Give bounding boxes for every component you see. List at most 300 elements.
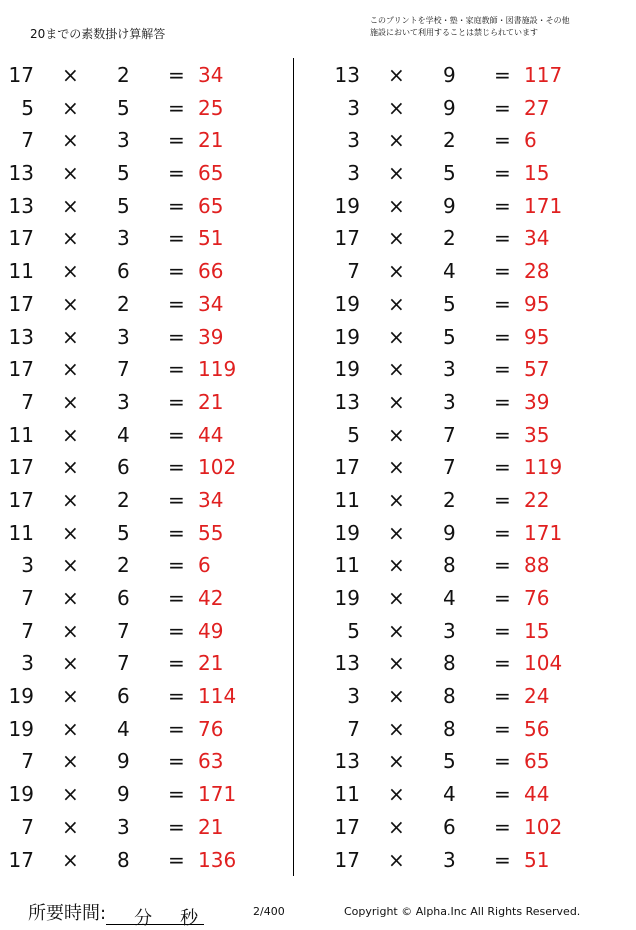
multiplier: 9 <box>117 782 130 807</box>
multiplier: 9 <box>443 63 456 87</box>
times-sign: × <box>62 520 79 545</box>
equals-sign: = <box>168 814 185 839</box>
times-sign: × <box>388 814 405 839</box>
equals-sign: = <box>168 63 185 87</box>
multiplicand: 17 <box>8 357 34 382</box>
problem-row <box>0 712 300 745</box>
multiplicand: 5 <box>347 618 360 643</box>
multiplier: 3 <box>117 324 130 349</box>
answer: 21 <box>198 389 224 414</box>
times-sign: × <box>62 618 79 643</box>
problem-row <box>326 712 626 745</box>
answer: 114 <box>198 684 237 709</box>
multiplicand: 13 <box>8 161 34 186</box>
times-sign: × <box>388 357 405 382</box>
times-sign: × <box>62 455 79 480</box>
problem-row <box>0 156 300 189</box>
multiplier: 5 <box>117 95 130 120</box>
times-sign: × <box>62 651 79 676</box>
problem-row <box>326 418 626 451</box>
times-sign: × <box>62 324 79 349</box>
answer: 21 <box>198 128 224 153</box>
problem-row <box>326 516 626 549</box>
answer: 6 <box>198 553 211 578</box>
multiplicand: 13 <box>8 193 34 218</box>
multiplier: 7 <box>117 651 130 676</box>
answer: 42 <box>198 586 224 610</box>
multiplier: 8 <box>443 684 456 709</box>
multiplier: 3 <box>443 389 456 414</box>
problem-row <box>326 287 626 320</box>
problem-row <box>0 548 300 581</box>
times-sign: × <box>388 389 405 414</box>
problem-row <box>0 450 300 483</box>
problem-row <box>326 254 626 287</box>
times-sign: × <box>388 259 405 284</box>
times-sign: × <box>388 422 405 447</box>
problem-row <box>326 320 626 353</box>
answer: 27 <box>524 95 550 120</box>
problem-row <box>0 58 300 91</box>
problem-row <box>0 254 300 287</box>
equals-sign: = <box>494 847 511 872</box>
multiplicand: 19 <box>334 586 360 610</box>
time-blank <box>106 904 204 929</box>
equals-sign: = <box>494 422 511 447</box>
equals-sign: = <box>168 684 185 709</box>
usage-notice-line1: このプリントを学校・塾・家庭教師・図書施設・その他 <box>370 16 570 25</box>
answer: 95 <box>524 291 550 316</box>
answer: 88 <box>524 553 550 578</box>
equals-sign: = <box>494 259 511 284</box>
equals-sign: = <box>168 782 185 807</box>
answer: 119 <box>524 455 563 480</box>
multiplicand: 17 <box>334 814 360 839</box>
problem-row <box>0 483 300 516</box>
times-sign: × <box>62 749 79 774</box>
problem-row <box>326 614 626 647</box>
equals-sign: = <box>168 193 185 218</box>
multiplicand: 7 <box>21 749 34 774</box>
equals-sign: = <box>168 455 185 480</box>
answer: 66 <box>198 259 224 284</box>
multiplicand: 19 <box>334 193 360 218</box>
multiplicand: 17 <box>8 847 34 872</box>
multiplicand: 11 <box>334 553 360 578</box>
multiplier: 4 <box>117 422 130 447</box>
multiplier: 5 <box>443 161 456 186</box>
answer: 171 <box>524 520 563 545</box>
equals-sign: = <box>168 520 185 545</box>
times-sign: × <box>62 814 79 839</box>
problem-row <box>326 91 626 124</box>
answer: 65 <box>198 161 224 186</box>
times-sign: × <box>388 847 405 872</box>
multiplicand: 3 <box>21 553 34 578</box>
answer: 104 <box>524 651 563 676</box>
answer: 21 <box>198 651 224 676</box>
multiplicand: 7 <box>21 814 34 839</box>
times-sign: × <box>62 716 79 741</box>
equals-sign: = <box>494 487 511 512</box>
equals-sign: = <box>168 586 185 610</box>
multiplicand: 7 <box>21 128 34 153</box>
multiplicand: 7 <box>347 716 360 741</box>
multiplier: 2 <box>443 226 456 251</box>
answer: 22 <box>524 487 550 512</box>
multiplier: 8 <box>443 651 456 676</box>
problem-row <box>0 352 300 385</box>
multiplier: 3 <box>443 357 456 382</box>
equals-sign: = <box>494 520 511 545</box>
equals-sign: = <box>494 684 511 709</box>
multiplier: 2 <box>443 128 456 153</box>
answer: 34 <box>198 63 224 87</box>
answer: 136 <box>198 847 237 872</box>
times-sign: × <box>388 520 405 545</box>
answer: 65 <box>198 193 224 218</box>
equals-sign: = <box>168 226 185 251</box>
times-sign: × <box>62 128 79 153</box>
multiplier: 8 <box>117 847 130 872</box>
times-sign: × <box>388 226 405 251</box>
times-sign: × <box>62 357 79 382</box>
problem-row <box>326 450 626 483</box>
problem-row <box>326 679 626 712</box>
equals-sign: = <box>168 357 185 382</box>
times-sign: × <box>388 161 405 186</box>
multiplier: 6 <box>117 455 130 480</box>
multiplier: 5 <box>117 161 130 186</box>
times-sign: × <box>388 749 405 774</box>
answer: 76 <box>198 716 224 741</box>
times-sign: × <box>62 782 79 807</box>
equals-sign: = <box>168 847 185 872</box>
times-sign: × <box>388 651 405 676</box>
time-required <box>28 899 204 929</box>
problem-row <box>326 483 626 516</box>
times-sign: × <box>62 586 79 610</box>
answer: 28 <box>524 259 550 284</box>
multiplicand: 17 <box>8 455 34 480</box>
equals-sign: = <box>494 161 511 186</box>
multiplicand: 7 <box>21 389 34 414</box>
problem-row <box>326 385 626 418</box>
equals-sign: = <box>494 651 511 676</box>
times-sign: × <box>62 161 79 186</box>
page-number: 2/400 <box>253 905 285 918</box>
answer: 49 <box>198 618 224 643</box>
answer: 65 <box>524 749 550 774</box>
answer: 102 <box>198 455 237 480</box>
answer: 57 <box>524 357 550 382</box>
multiplicand: 17 <box>334 847 360 872</box>
multiplier: 9 <box>443 520 456 545</box>
equals-sign: = <box>494 782 511 807</box>
multiplicand: 17 <box>8 63 34 87</box>
multiplicand: 5 <box>347 422 360 447</box>
multiplicand: 19 <box>334 520 360 545</box>
equals-sign: = <box>494 357 511 382</box>
multiplicand: 7 <box>21 618 34 643</box>
problem-row <box>0 777 300 810</box>
equals-sign: = <box>168 716 185 741</box>
multiplier: 9 <box>443 95 456 120</box>
multiplicand: 17 <box>334 226 360 251</box>
problem-row <box>326 123 626 156</box>
problem-row <box>0 646 300 679</box>
equals-sign: = <box>168 618 185 643</box>
equals-sign: = <box>168 749 185 774</box>
answer: 119 <box>198 357 237 382</box>
times-sign: × <box>62 487 79 512</box>
equals-sign: = <box>494 324 511 349</box>
multiplicand: 11 <box>8 259 34 284</box>
answer: 44 <box>198 422 224 447</box>
equals-sign: = <box>494 749 511 774</box>
answer: 34 <box>198 487 224 512</box>
problem-row <box>326 777 626 810</box>
multiplier: 7 <box>117 357 130 382</box>
answer: 34 <box>198 291 224 316</box>
problem-row <box>0 287 300 320</box>
multiplier: 9 <box>117 749 130 774</box>
problem-row <box>0 418 300 451</box>
multiplicand: 3 <box>21 651 34 676</box>
multiplicand: 19 <box>8 716 34 741</box>
copyright-text: Copyright © Alpha.Inc All Rights Reserved. <box>344 905 581 918</box>
equals-sign: = <box>494 389 511 414</box>
multiplier: 5 <box>443 291 456 316</box>
multiplier: 3 <box>443 847 456 872</box>
time-required-label: 所要時間: <box>28 903 107 924</box>
multiplicand: 13 <box>334 749 360 774</box>
answer: 6 <box>524 128 537 153</box>
multiplicand: 11 <box>334 487 360 512</box>
times-sign: × <box>62 847 79 872</box>
multiplicand: 7 <box>21 586 34 610</box>
multiplicand: 13 <box>334 651 360 676</box>
answer: 55 <box>198 520 224 545</box>
problem-row <box>0 189 300 222</box>
multiplier: 7 <box>443 422 456 447</box>
times-sign: × <box>388 586 405 610</box>
times-sign: × <box>388 128 405 153</box>
times-sign: × <box>62 291 79 316</box>
problem-row <box>0 614 300 647</box>
problem-row <box>326 810 626 843</box>
equals-sign: = <box>168 651 185 676</box>
multiplicand: 11 <box>8 520 34 545</box>
equals-sign: = <box>494 193 511 218</box>
multiplicand: 19 <box>334 357 360 382</box>
multiplier: 5 <box>443 324 456 349</box>
multiplicand: 19 <box>334 324 360 349</box>
equals-sign: = <box>494 618 511 643</box>
problem-row <box>326 156 626 189</box>
problem-row <box>0 843 300 876</box>
multiplier: 2 <box>117 63 130 87</box>
multiplier: 7 <box>117 618 130 643</box>
equals-sign: = <box>168 128 185 153</box>
multiplicand: 17 <box>8 291 34 316</box>
multiplier: 9 <box>443 193 456 218</box>
answer: 25 <box>198 95 224 120</box>
multiplier: 3 <box>117 814 130 839</box>
multiplier: 4 <box>117 716 130 741</box>
times-sign: × <box>388 716 405 741</box>
multiplicand: 13 <box>334 63 360 87</box>
times-sign: × <box>62 684 79 709</box>
problem-row <box>326 548 626 581</box>
answer: 44 <box>524 782 550 807</box>
times-sign: × <box>388 618 405 643</box>
answer: 35 <box>524 422 550 447</box>
equals-sign: = <box>494 291 511 316</box>
multiplier: 3 <box>117 226 130 251</box>
equals-sign: = <box>494 226 511 251</box>
multiplicand: 19 <box>8 782 34 807</box>
equals-sign: = <box>494 455 511 480</box>
answer: 21 <box>198 814 224 839</box>
problem-row <box>0 221 300 254</box>
equals-sign: = <box>494 814 511 839</box>
worksheet-title: 20までの素数掛け算解答 <box>30 27 166 41</box>
multiplier: 2 <box>117 553 130 578</box>
problem-row <box>326 58 626 91</box>
problem-row <box>0 385 300 418</box>
times-sign: × <box>388 487 405 512</box>
answer: 24 <box>524 684 550 709</box>
times-sign: × <box>388 95 405 120</box>
equals-sign: = <box>494 63 511 87</box>
multiplicand: 11 <box>8 422 34 447</box>
problem-row <box>0 581 300 614</box>
multiplier: 7 <box>443 455 456 480</box>
times-sign: × <box>388 455 405 480</box>
problem-row <box>0 320 300 353</box>
times-sign: × <box>62 259 79 284</box>
times-sign: × <box>62 553 79 578</box>
right-problem-column <box>326 58 626 875</box>
column-divider <box>293 58 294 876</box>
problem-row <box>326 221 626 254</box>
times-sign: × <box>62 63 79 87</box>
times-sign: × <box>388 553 405 578</box>
answer: 95 <box>524 324 550 349</box>
answer: 171 <box>524 193 563 218</box>
answer: 15 <box>524 161 550 186</box>
minutes-unit: 分 <box>134 908 153 929</box>
problem-row <box>0 516 300 549</box>
answer: 34 <box>524 226 550 251</box>
times-sign: × <box>388 782 405 807</box>
multiplicand: 11 <box>334 782 360 807</box>
multiplier: 5 <box>117 520 130 545</box>
equals-sign: = <box>494 553 511 578</box>
problem-row <box>0 679 300 712</box>
multiplier: 2 <box>443 487 456 512</box>
equals-sign: = <box>494 95 511 120</box>
times-sign: × <box>62 226 79 251</box>
multiplier: 6 <box>117 586 130 610</box>
answer: 117 <box>524 63 563 87</box>
equals-sign: = <box>168 291 185 316</box>
left-problem-column <box>0 58 300 875</box>
multiplicand: 5 <box>21 95 34 120</box>
multiplier: 3 <box>117 389 130 414</box>
multiplicand: 17 <box>8 487 34 512</box>
times-sign: × <box>62 193 79 218</box>
multiplier: 5 <box>117 193 130 218</box>
multiplier: 2 <box>117 291 130 316</box>
multiplicand: 7 <box>347 259 360 284</box>
multiplier: 2 <box>117 487 130 512</box>
multiplicand: 3 <box>347 95 360 120</box>
answer: 171 <box>198 782 237 807</box>
usage-notice-line2: 施設において利用することは禁じられています <box>370 28 538 37</box>
times-sign: × <box>62 422 79 447</box>
multiplicand: 13 <box>8 324 34 349</box>
answer: 15 <box>524 618 550 643</box>
equals-sign: = <box>168 324 185 349</box>
answer: 51 <box>198 226 224 251</box>
usage-notice <box>370 15 620 39</box>
problem-row <box>0 91 300 124</box>
multiplier: 6 <box>117 259 130 284</box>
problem-row <box>326 581 626 614</box>
multiplier: 6 <box>117 684 130 709</box>
multiplier: 8 <box>443 716 456 741</box>
multiplier: 4 <box>443 259 456 284</box>
multiplier: 5 <box>443 749 456 774</box>
answer: 39 <box>198 324 224 349</box>
equals-sign: = <box>168 389 185 414</box>
problem-row <box>326 744 626 777</box>
answer: 76 <box>524 586 550 610</box>
multiplier: 4 <box>443 586 456 610</box>
multiplicand: 3 <box>347 161 360 186</box>
times-sign: × <box>62 95 79 120</box>
multiplier: 3 <box>117 128 130 153</box>
answer: 39 <box>524 389 550 414</box>
equals-sign: = <box>168 259 185 284</box>
equals-sign: = <box>168 487 185 512</box>
problem-row <box>326 189 626 222</box>
answer: 51 <box>524 847 550 872</box>
equals-sign: = <box>494 128 511 153</box>
equals-sign: = <box>168 95 185 120</box>
problem-row <box>0 744 300 777</box>
multiplier: 8 <box>443 553 456 578</box>
equals-sign: = <box>494 586 511 610</box>
times-sign: × <box>388 684 405 709</box>
answer: 63 <box>198 749 224 774</box>
times-sign: × <box>62 389 79 414</box>
equals-sign: = <box>494 716 511 741</box>
multiplicand: 19 <box>334 291 360 316</box>
problem-row <box>0 810 300 843</box>
times-sign: × <box>388 291 405 316</box>
equals-sign: = <box>168 553 185 578</box>
equals-sign: = <box>168 161 185 186</box>
answer: 102 <box>524 814 563 839</box>
equals-sign: = <box>168 422 185 447</box>
multiplicand: 3 <box>347 128 360 153</box>
multiplicand: 17 <box>8 226 34 251</box>
multiplier: 6 <box>443 814 456 839</box>
multiplicand: 3 <box>347 684 360 709</box>
